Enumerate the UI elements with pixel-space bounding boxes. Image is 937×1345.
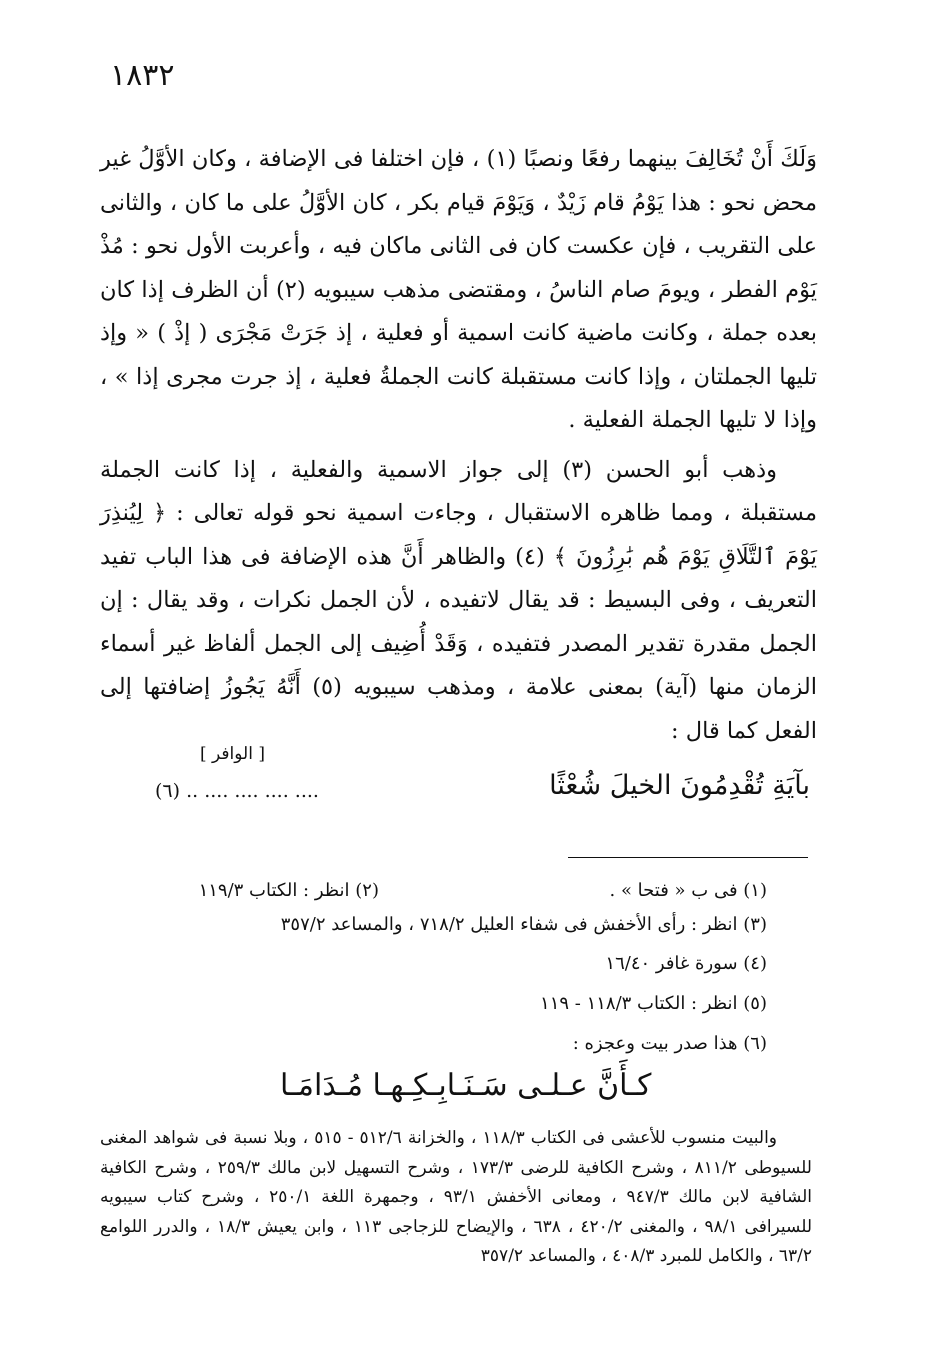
sources-paragraph: والبيت منسوب للأعشى فى الكتاب ١١٨/٣ ، والخزانة ٥١٢/٦ - ٥١٥ ، وبلا نسبة فى شواهد المغنى للسيوطى ٨١١/٢ ، وشرح الكافية للرضى ١٧٣/٣ ، وشرح التسهيل لابن مالك ٢٥٩/٣ ، وشرح الكافية الشافية لابن مالك ٩٤٧/٣ ، ومعانى الأخفش ٩٣/١ ، وجمهرة اللغة ٢٥٠/١ ، وشرح كتاب سيبويه للسيرافى ٩٨/١ ، والمغنى ٤٢٠/٢ ، ٦٣٨ ، والإيضاح للزجاجى ١١٣ ، وابن يعيش ١٨/٣ ، والدرر اللوامع ٦٣/٢ ، والكامل للمبرد ٤٠٨/٣ ، والمساعد ٣٥٧/٢ <box>100 1128 813 1266</box>
footnote-4: (٤) سورة غافر ١٦/٤٠ <box>605 953 767 974</box>
first-hemistich: بآيَةِ تُقْدِمُونَ الخيلَ شُعْثًا <box>549 770 810 801</box>
second-hemistich-omitted: .... .... .... .... .. (٦) <box>155 780 319 802</box>
main-text <box>100 138 817 753</box>
paragraph: وَلَكَ أَنْ تُخَالِفَ بينهما رفعًا ونصبًا (١) ، فإن اختلفا فى الإضافة ، وكان الأوَّلُ غير محض نحو : هذا يَوْمُ قام زَيْدٌ ، وَيَوْمَ قيام بكر ، كان الأوَّلُ على ما كان ، والثانى على التقريب ، فإن عكست كان فى الثانى ماكان فيه ، وأعربت الأول نحو : مُذْ يَوْم الفطر ، ويومَ صام الناسُ ، ومقتضى مذهب سيبويه (٢) أن الظرف إذا كان بعده جملة ، وكانت ماضية كانت اسمية أو فعلية ، إذ جَرَتْ مَجْرَى ( إذْ ) « وإذ تليها الجملتان ، وإذا كانت مستقبلة كانت الجملةُ فعلية ، إذ جرت مجرى إذا » ، وإذا لا تليها الجملة الفعلية . <box>100 146 817 433</box>
footnote-6: (٦) هذا صدر بيت وعجزه : <box>572 1033 767 1054</box>
footnote-1: (١) فى ب « فتحا » . <box>609 880 767 901</box>
footnote-3: (٣) انظر : رأى الأخفش فى شفاء العليل ٧١٨/٢ ، والمساعد ٣٥٧/٢ <box>280 914 767 935</box>
verse-line <box>155 770 810 820</box>
footnote-sources <box>100 1124 812 1272</box>
verse-meter-label: [ الوافر ] <box>200 744 265 764</box>
footnote-divider <box>568 857 808 858</box>
page-number: ١٨٣٢ <box>110 58 175 93</box>
footnote-2: (٢) انظر : الكتاب ١١٩/٣ <box>198 880 379 901</box>
footnote-couplet-hemistich: كـأَنَّ عـلـى سَـنَـابِـكِـهـا مُـدَامَـا <box>280 1068 652 1103</box>
paragraph: وذهب أبو الحسن (٣) إلى جواز الاسمية والفعلية ، إذا كانت الجملة مستقبلة ، ومما ظاهره الاستقبال ، وجاءت اسمية نحو قوله تعالى : ﴿ لِيُنذِرَ يَوْمَ ٱلتَّلَاقِ يَوْمَ هُم بَٰرِزُونَ ﴾ (٤) والظاهر أَنَّ هذه الإضافة فى هذا الباب تفيد التعريف ، وفى البسيط : قد يقال لاتفيده ، لأن الجمل نكرات ، وقد يقال : إن الجمل مقدرة تقدير المصدر فتفيده ، وَقَدْ أُضِيف إلى الجمل ألفاظ غير أسماء الزمان منها (آية) بمعنى علامة ، ومذهب سيبويه (٥) أَنَّهُ يَجُوزُ إضافتها إلى الفعل كما قال : <box>100 456 817 744</box>
footnote-5: (٥) انظر : الكتاب ١١٨/٣ - ١١٩ <box>540 993 767 1014</box>
